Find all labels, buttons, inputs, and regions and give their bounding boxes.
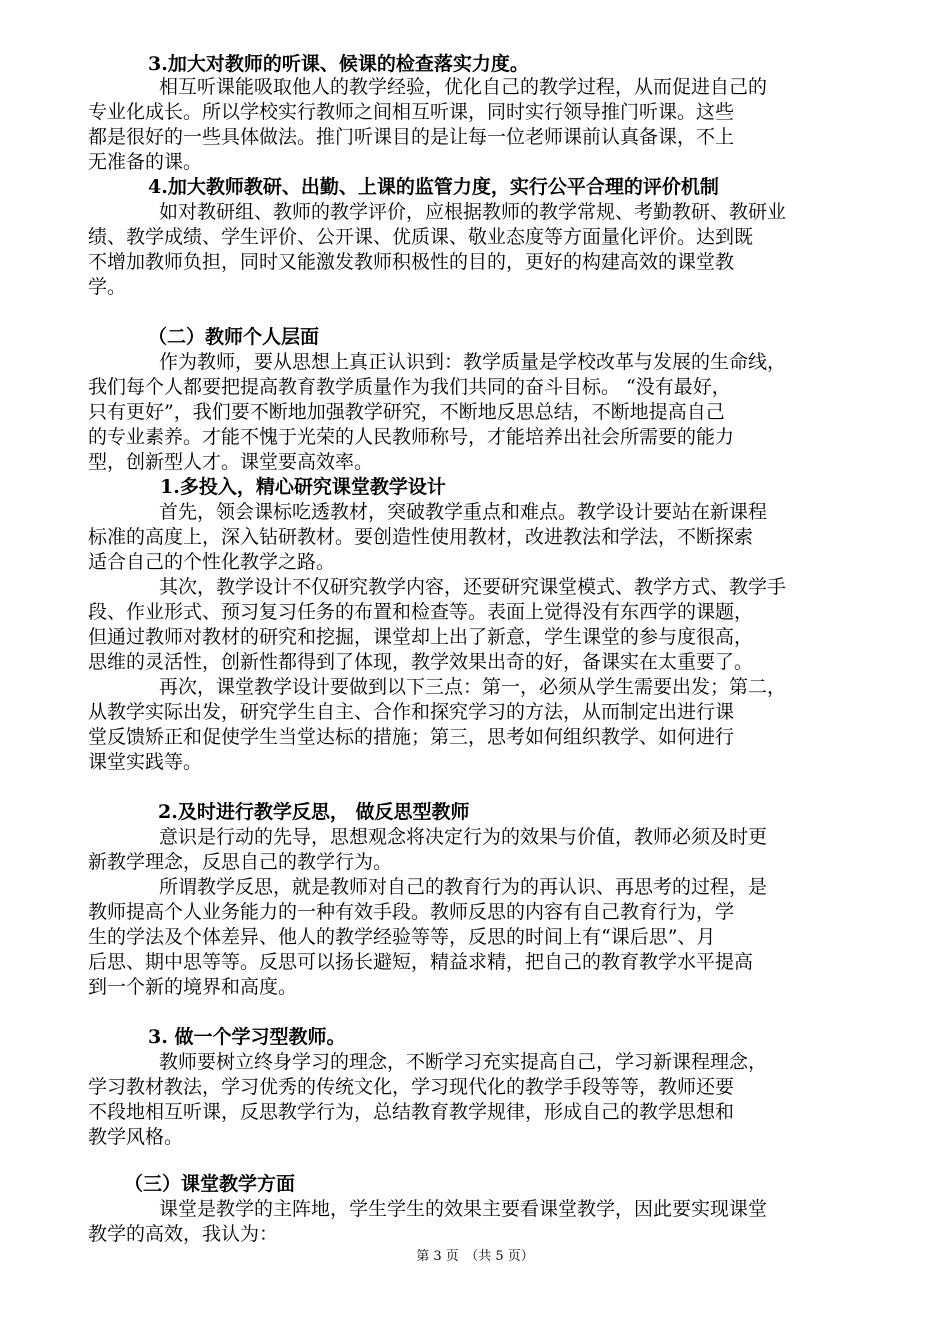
paragraph-line: 绩、教学成绩、学生评价、公开课、优质课、敬业态度等方面量化评价。达到既 bbox=[88, 226, 754, 248]
paragraph-line: 不增加教师负担，同时又能激发教师积极性的目的，更好的构建高效的课堂教 bbox=[88, 251, 735, 273]
paragraph-line: 只有更好”，我们要不断地加强教学研究，不断地反思总结，不断地提高自己 bbox=[88, 401, 725, 423]
paragraph-line: 无准备的课。 bbox=[88, 151, 203, 173]
paragraph-line: 作为教师，要从思想上真正认识到：教学质量是学校改革与发展的生命线， bbox=[159, 351, 787, 373]
paragraph-line: 新教学理念，反思自己的教学行为。 bbox=[88, 851, 393, 873]
paragraph-line: 型，创新型人才。课堂要高效率。 bbox=[88, 451, 374, 473]
paragraph-line: 所谓教学反思，就是教师对自己的教育行为的再认识、再思考的过程，是 bbox=[159, 876, 768, 898]
paragraph-line: 从教学实际出发，研究学生自主、合作和探究学习的方法，从而制定出进行课 bbox=[88, 701, 735, 723]
paragraph-line: 适合自己的个性化教学之路。 bbox=[88, 551, 336, 573]
paragraph-line: 意识是行动的先导，思想观念将决定行为的效果与价值，教师必须及时更 bbox=[159, 826, 768, 848]
paragraph-line: 如对教研组、教师的教学评价，应根据教师的教学常规、考勤教研、教研业 bbox=[159, 201, 787, 223]
paragraph-line: 再次，课堂教学设计要做到以下三点：第一，必须从学生需要出发；第二， bbox=[159, 676, 787, 698]
paragraph-line: 课堂实践等。 bbox=[88, 751, 203, 773]
paragraph-line: 我们每个人都要把提高教育教学质量作为我们共同的奋斗目标。 “没有最好， bbox=[88, 376, 731, 398]
paragraph-line: 教学风格。 bbox=[88, 1126, 184, 1148]
heading-text: 4.加大教师教研、出勤、上课的监管力度，实行公平合理的评价机制 bbox=[148, 176, 719, 198]
paragraph-line: 教师提高个人业务能力的一种有效手段。教师反思的内容有自己教育行为，学 bbox=[88, 901, 735, 923]
heading-text: 3.加大对教师的听课、候课的检查落实力度。 bbox=[148, 53, 529, 75]
heading-text: （二）教师个人层面 bbox=[148, 326, 320, 348]
paragraph-line: 生的学法及个体差异、他人的教学经验等等，反思的时间上有“课后思”、月 bbox=[88, 926, 716, 948]
paragraph-line: 专业化成长。所以学校实行教师之间相互听课，同时实行领导推门听课。这些 bbox=[88, 101, 735, 123]
paragraph-line: 标准的高度上，深入钻研教材。要创造性使用教材，改进教法和学法，不断探索 bbox=[88, 526, 754, 548]
paragraph-line: 堂反馈矫正和促使学生当堂达标的措施；第三，思考如何组织教学、如何进行 bbox=[88, 726, 735, 748]
paragraph-line: 相互听课能吸取他人的教学经验，优化自己的教学过程，从而促进自己的 bbox=[159, 76, 768, 98]
paragraph-line: 学习教材教法，学习优秀的传统文化，学习现代化的教学手段等等，教师还要 bbox=[88, 1076, 735, 1098]
paragraph-line: 不段地相互听课，反思教学行为，总结教育教学规律，形成自己的教学思想和 bbox=[88, 1101, 735, 1123]
paragraph-line: 教师要树立终身学习的理念，不断学习充实提高自己，学习新课程理念， bbox=[159, 1051, 768, 1073]
page-footer: 第 3 页 （共 5 页） bbox=[416, 1249, 534, 1264]
paragraph-line: 其次，教学设计不仅研究教学内容，还要研究课堂模式、教学方式、教学手 bbox=[159, 576, 787, 598]
heading-text: （三）课堂教学方面 bbox=[124, 1173, 296, 1195]
paragraph-line: 教学的高效，我认为： bbox=[88, 1223, 279, 1245]
paragraph-line: 思维的灵活性，创新性都得到了体现，教学效果出奇的好，备课实在太重要了。 bbox=[88, 651, 754, 673]
paragraph-line: 课堂是教学的主阵地，学生学生的效果主要看课堂教学，因此要实现课堂 bbox=[159, 1198, 768, 1220]
heading-text: 2.及时进行教学反思， 做反思型教师 bbox=[158, 801, 470, 823]
paragraph-line: 后思、期中思等等。反思可以扬长避短，精益求精，把自己的教育教学水平提高 bbox=[88, 951, 754, 973]
paragraph-line: 段、作业形式、预习复习任务的布置和检查等。表面上觉得没有东西学的课题， bbox=[88, 601, 754, 623]
paragraph-line: 的专业素养。才能不愧于光荣的人民教师称号，才能培养出社会所需要的能力 bbox=[88, 426, 735, 448]
paragraph-line: 到一个新的境界和高度。 bbox=[88, 976, 298, 998]
heading-text: 1.多投入，精心研究课堂教学设计 bbox=[160, 476, 446, 498]
paragraph-line: 但通过教师对教材的研究和挖掘，课堂却上出了新意，学生课堂的参与度很高， bbox=[88, 626, 754, 648]
paragraph-line: 首先，领会课标吃透教材，突破教学重点和难点。教学设计要站在新课程 bbox=[159, 501, 768, 523]
paragraph-line: 都是很好的一些具体做法。推门听课目的是让每一位老师课前认真备课，不上 bbox=[88, 126, 735, 148]
heading-text: 3. 做一个学习型教师。 bbox=[148, 1026, 346, 1048]
paragraph-line: 学。 bbox=[88, 276, 127, 298]
